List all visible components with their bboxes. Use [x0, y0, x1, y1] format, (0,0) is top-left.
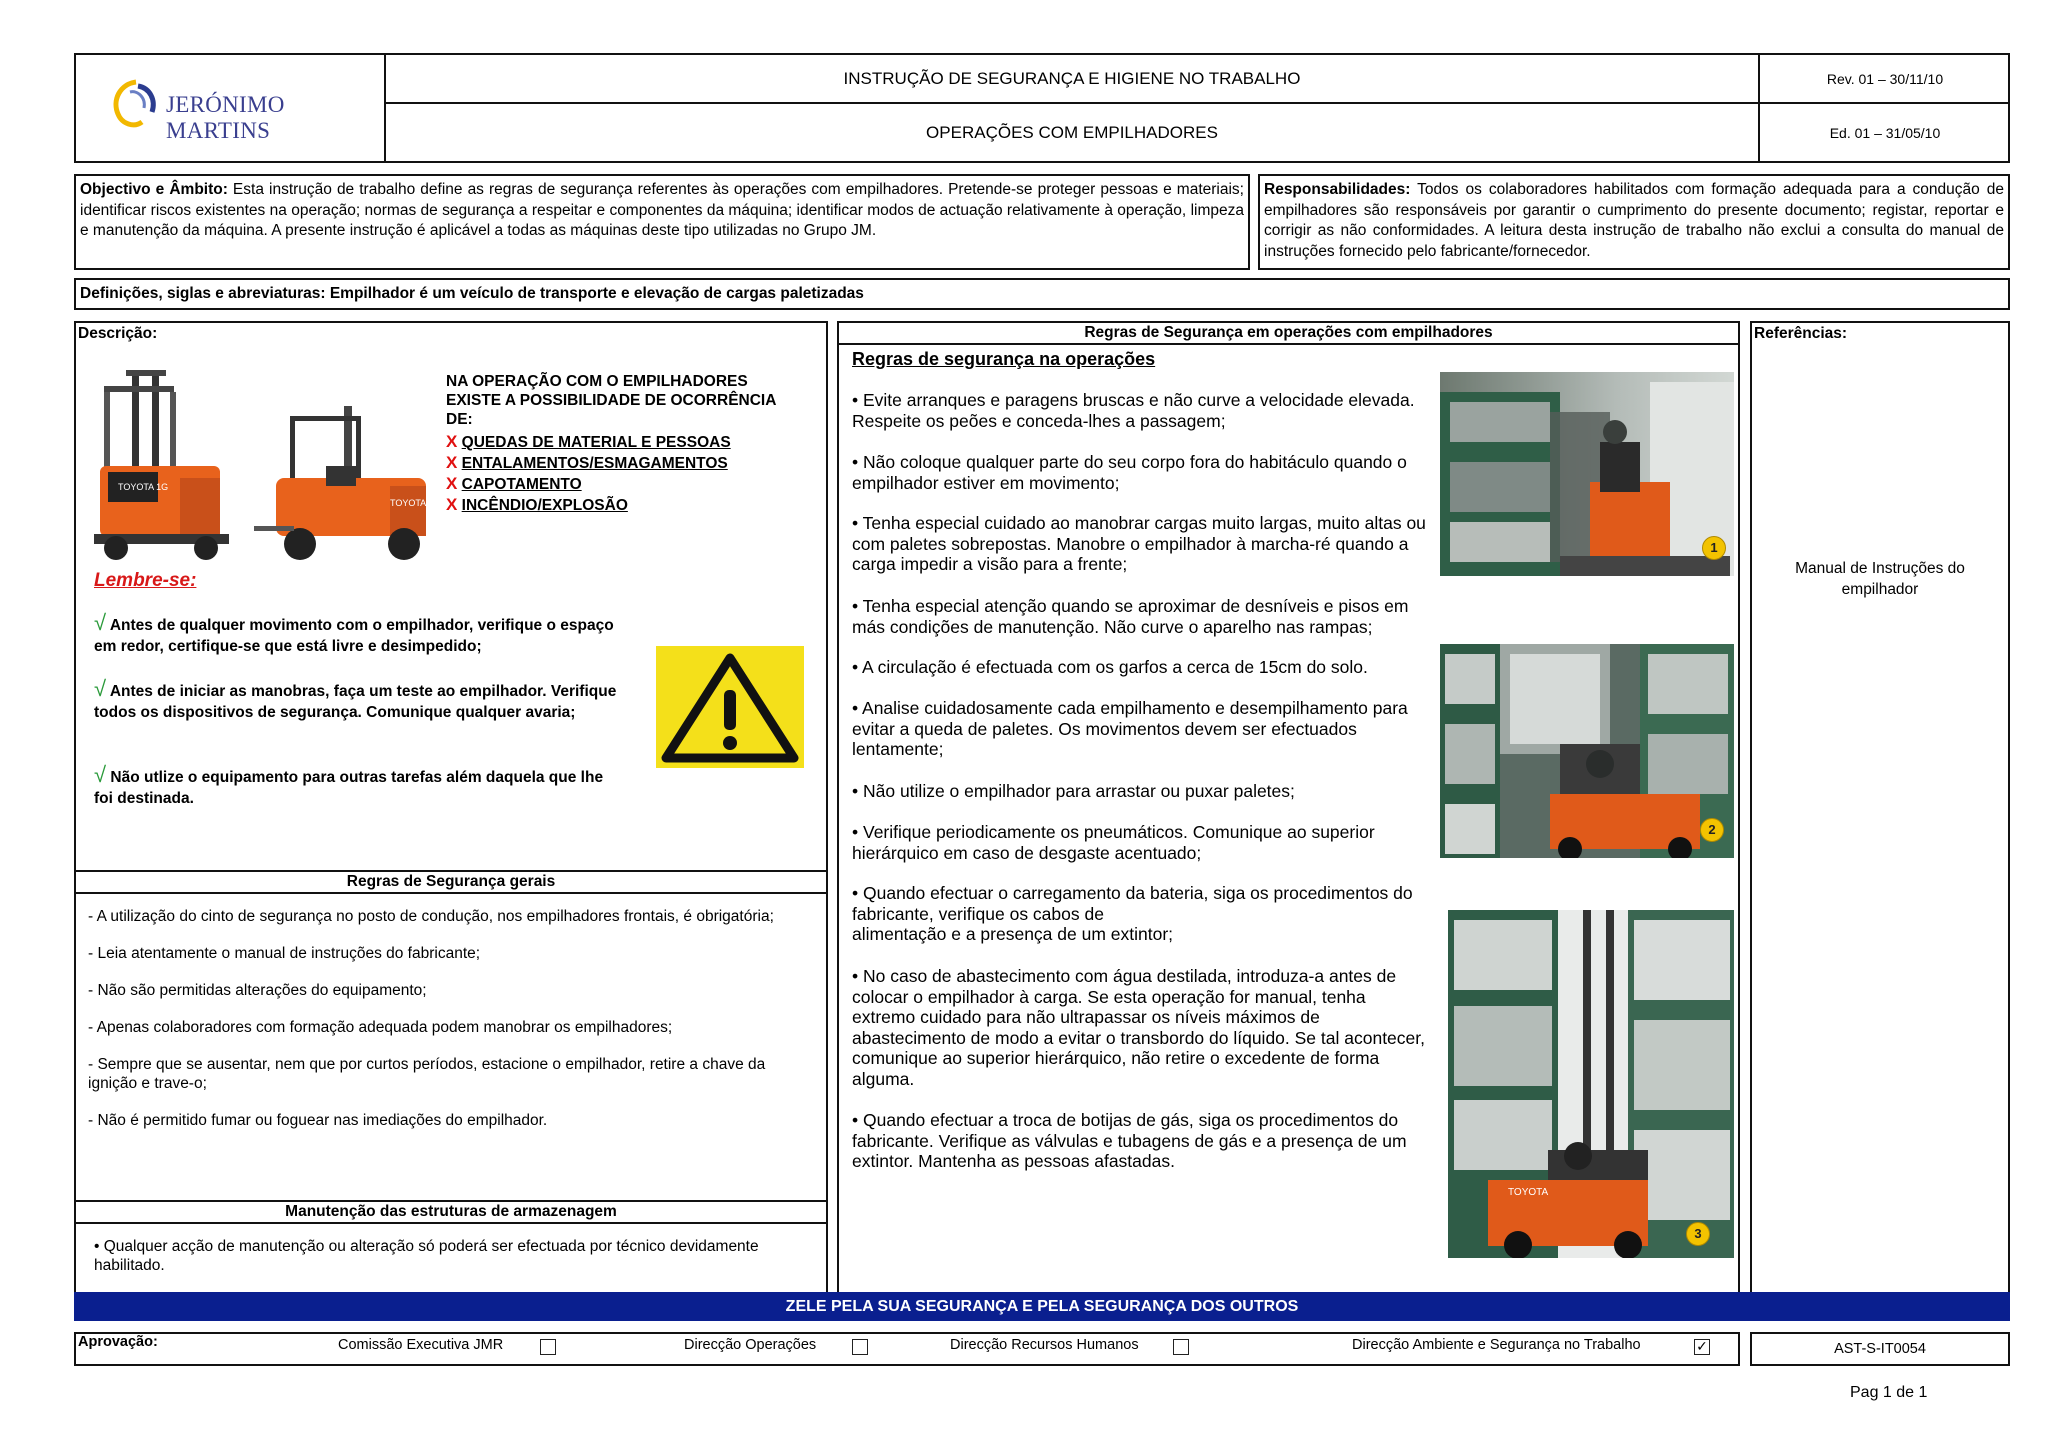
objective-body: Esta instrução de trabalho define as regras de segurança referentes às operações com empilhadores. Pretende-se proteger pessoas e materiais; identificar riscos existentes na operação; normas de segurança a respeitar e componentes da máquina; identificar modos de actuação relativamente à operação, limpeza e manutenção da máquina. A presente instrução é aplicável a todas as máquinas deste tipo utilizadas no Grupo JM.: [80, 181, 1244, 239]
reminder-item: √ Não utlize o equipamento para outras tarefas além daquela que lhe foi destinada.: [94, 762, 604, 807]
operations-title: Regras de Segurança em operações com empilhadores: [1084, 324, 1493, 341]
responsibilities-label: Responsabilidades:: [1264, 181, 1411, 198]
company-logo: [108, 70, 368, 142]
operation-rule: • Verifique periodicamente os pneumáticos. Comunique ao superior hierárquico em caso de desgaste acentuado;: [852, 822, 1375, 863]
check-icon: √: [94, 610, 107, 635]
risk-x-icon: X: [446, 432, 458, 451]
warning-sign: [656, 646, 804, 768]
approval-hr-label: Direcção Recursos Humanos: [950, 1337, 1139, 1353]
document-title: INSTRUÇÃO DE SEGURANÇA E HIGIENE NO TRABALHO: [843, 68, 1301, 88]
references-text: Manual de Instruções do empilhador: [1795, 560, 1965, 598]
approval-operations-checkbox[interactable]: [852, 1339, 868, 1355]
responsibilities-text: [1260, 176, 2008, 266]
approval-hr-checkbox[interactable]: [1173, 1339, 1189, 1355]
operation-rule: • Não utilize o empilhador para arrastar ou puxar paletes;: [852, 781, 1295, 801]
warehouse-photo-3: [1448, 910, 1734, 1258]
approval-executive-label: Comissão Executiva JMR: [338, 1337, 504, 1353]
photo-badge-2: 2: [1700, 818, 1724, 842]
warehouse-photo-1: [1440, 372, 1734, 576]
risk-x-icon: X: [446, 453, 458, 472]
forklift-label-1: TOYOTA 1G: [118, 482, 169, 492]
risk-item: X ENTALAMENTOS/ESMAGAMENTOS: [446, 453, 728, 472]
operation-rule: • A circulação é efectuada com os garfos a cerca de 15cm do solo.: [852, 657, 1368, 677]
definitions-box: [74, 278, 2010, 310]
photo3-label: TOYOTA: [1508, 1187, 1549, 1198]
objective-label: Objectivo e Âmbito:: [80, 181, 228, 198]
document-code: AST-S-IT0054: [1834, 1341, 1926, 1357]
risk-item: X CAPOTAMENTO: [446, 474, 582, 493]
general-rule-item: - Não é permitido fumar ou foguear nas imediações do empilhador.: [88, 1112, 548, 1129]
objective-text: [76, 176, 1248, 246]
logo-swirl-icon: [108, 74, 164, 134]
operation-rule: • Evite arranques e paragens bruscas e não curve a velocidade elevada. Respeite os peões e conceda-lhes a passagem;: [852, 390, 1415, 431]
warning-triangle-icon: [656, 646, 804, 768]
edition-label: Ed. 01 – 31/05/10: [1829, 125, 1941, 141]
check-icon: √: [94, 676, 107, 701]
general-rule-item: - A utilização do cinto de segurança no posto de condução, nos empilhadores frontais, é obrigatória;: [88, 908, 774, 925]
responsibilities-box: [1258, 174, 2010, 270]
general-rule-item: - Leia atentamente o manual de instruções do fabricante;: [88, 945, 481, 962]
photo-badge-3: 3: [1686, 1222, 1710, 1246]
logo-text: JERÓNIMO MARTINS: [166, 92, 285, 143]
general-rule-item: - Sempre que se ausentar, nem que por curtos períodos, estacione o empilhador, retire a chave da ignição e trave-o;: [88, 1056, 766, 1092]
risk-list: [446, 432, 806, 516]
operation-rule: • Tenha especial atenção quando se aproximar de desníveis e pisos em más condições de manutenção. Não curve o aparelho nas rampas;: [852, 596, 1409, 637]
references-label: Referências:: [1754, 325, 1848, 342]
risk-heading: NA OPERAÇÃO COM O EMPILHADORES EXISTE A POSSIBILIDADE DE OCORRÊNCIA DE:: [446, 373, 776, 428]
approval-safety-checkbox[interactable]: ✓: [1694, 1339, 1710, 1355]
definitions-text: Definições, siglas e abreviaturas: Empilhador é um veículo de transporte e elevação de cargas paletizadas: [80, 285, 864, 302]
general-rule-item: - Não são permitidas alterações do equipamento;: [88, 982, 427, 999]
objective-box: [74, 174, 1250, 270]
operation-rule: • Quando efectuar a troca de botijas de gás, siga os procedimentos do fabricante. Verifique as válvulas e tubagens de gás e a presença de um extintor. Mantenha as pessoas afastadas.: [852, 1110, 1407, 1171]
general-rule-item: - Apenas colaboradores com formação adequada podem manobrar os empilhadores;: [88, 1019, 673, 1036]
check-icon: √: [94, 762, 107, 787]
safety-banner: [74, 1292, 2010, 1321]
risk-item: X INCÊNDIO/EXPLOSÃO: [446, 495, 628, 514]
general-rules-title: Regras de Segurança gerais: [346, 873, 556, 890]
maintenance-title-underline: [74, 1222, 828, 1224]
operations-title-underline: [837, 343, 1740, 345]
document-subtitle: OPERAÇÕES COM EMPILHADORES: [926, 123, 1218, 142]
operation-rule: • Analise cuidadosamente cada empilhamento e desempilhamento para evitar a queda de paletes. Os movimentos devem ser efectuados lentamente;: [852, 698, 1408, 759]
general-rules-title-underline: [74, 892, 828, 894]
operation-rule: • No caso de abastecimento com água destilada, introduza-a antes de colocar o empilhador à carga. Se esta operação for manual, tenha extremo cuidado para não ultrapassar os níveis máximos de abastecimento de modo a evitar o transbordo do líquido. Se tal acontecer, comunique ao superior hierárquico, não retire o excedente de forma alguma.: [852, 966, 1425, 1089]
warehouse-photo-2: [1440, 644, 1734, 858]
remember-heading: Lembre-se:: [94, 570, 197, 591]
risk-x-icon: X: [446, 474, 458, 493]
reminder-item: √ Antes de iniciar as manobras, faça um teste ao empilhador. Verifique todos os dispositivos de segurança. Comunique qualquer avaria;: [94, 676, 617, 721]
operation-rule: • Não coloque qualquer parte do seu corpo fora do habitáculo quando o empilhador estiver em movimento;: [852, 452, 1407, 493]
risk-item: X QUEDAS DE MATERIAL E PESSOAS: [446, 432, 731, 451]
approval-label: Aprovação:: [78, 1334, 158, 1350]
forklift-label-2: TOYOTA: [390, 498, 427, 508]
risk-x-icon: X: [446, 495, 458, 514]
responsibilities-body: Todos os colaboradores habilitados com formação adequada para a condução de empilhadores são responsáveis por garantir o cumprimento do presente documento; registar, reportar e corrigir as não conformidades. A leitura desta instrução de trabalho não exclui a consulta do manual de instruções fornecido pelo fabricante/fornecedor.: [1264, 181, 2004, 260]
operation-rule: • Quando efectuar o carregamento da bateria, siga os procedimentos do fabricante, verifique os cabos de alimentação e a presença de um extintor;: [852, 883, 1413, 944]
reminder-item: √ Antes de qualquer movimento com o empilhador, verifique o espaço em redor, certifique-se que está livre e desimpedido;: [94, 610, 614, 655]
document-code-box: [1750, 1332, 2010, 1366]
operations-subtitle: Regras de segurança na operações: [852, 349, 1156, 369]
description-label: Descrição:: [78, 325, 158, 342]
page-number: Pag 1 de 1: [1850, 1384, 1928, 1401]
maintenance-title: Manutenção das estruturas de armazenagem: [285, 1203, 617, 1220]
approval-executive-checkbox[interactable]: [540, 1339, 556, 1355]
references-box: [1750, 321, 2010, 1301]
revision-label: Rev. 01 – 30/11/10: [1826, 70, 1944, 87]
approval-safety-label: Direcção Ambiente e Segurança no Trabalho: [1352, 1337, 1641, 1353]
operation-rule: • Tenha especial cuidado ao manobrar cargas muito largas, muito altas ou com paletes sobrepostas. Manobre o empilhador à marcha-ré quando a carga impedir a visão para a frente;: [852, 513, 1426, 574]
maintenance-text: • Qualquer acção de manutenção ou alteração só poderá ser efectuada por técnico devidamente habilitado.: [94, 1238, 759, 1274]
approval-operations-label: Direcção Operações: [684, 1337, 817, 1353]
safety-banner-text: ZELE PELA SUA SEGURANÇA E PELA SEGURANÇA DOS OUTROS: [785, 1297, 1299, 1315]
photo-badge-1: 1: [1702, 536, 1726, 560]
forklift-illustration: [94, 366, 436, 566]
